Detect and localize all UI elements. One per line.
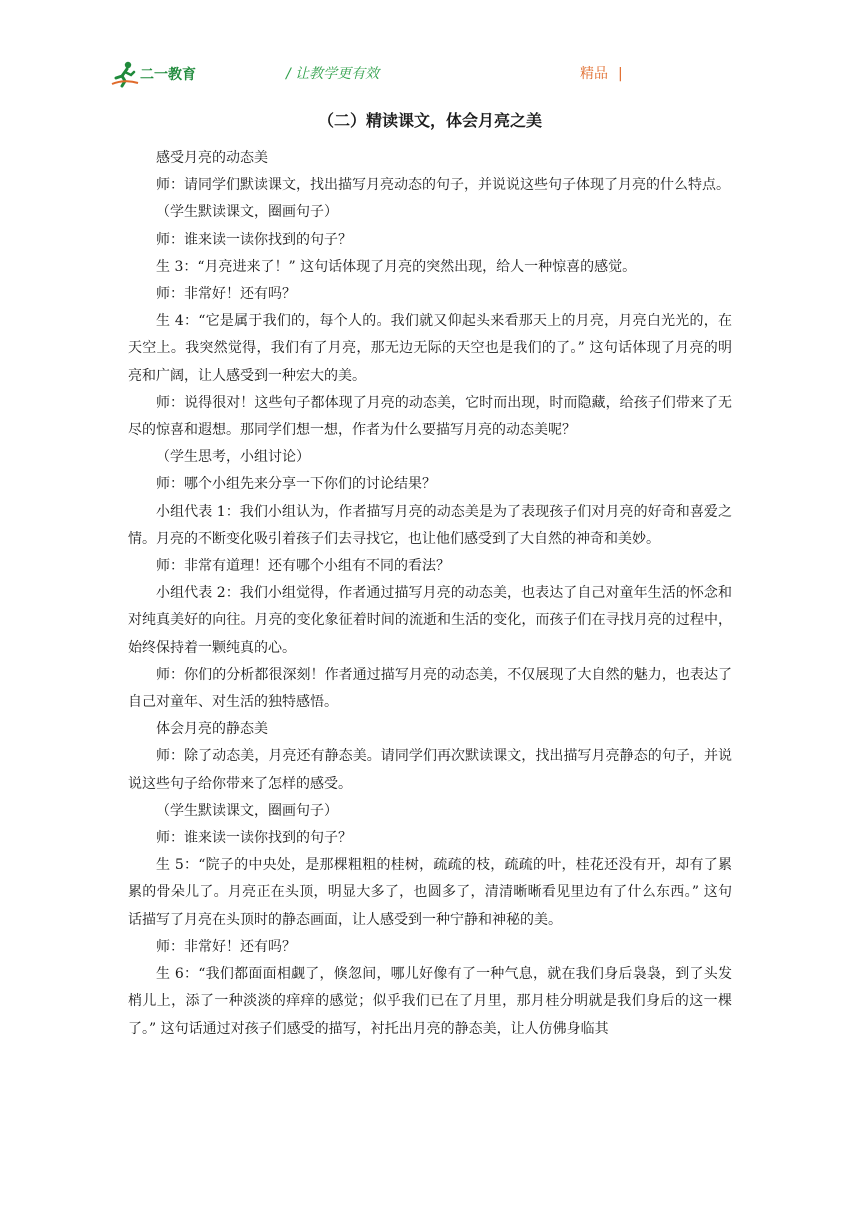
quality-badge [580, 63, 623, 83]
subheading: 感受月亮的动态美 [156, 150, 268, 166]
logo-text: 二一教育 [140, 67, 196, 83]
paragraph: 师：非常好！还有吗？ [156, 938, 296, 955]
paragraph: 师：哪个小组先来分享一下你们的讨论结果？ [156, 476, 436, 493]
paragraph: 小组代表 2：我们小组觉得，作者通过描写月亮的动态美，也表达了自己对童年生活的怀念和对纯真美好的向往。月亮的变化象征着时间的流逝和生活的变化，而孩子们在寻找月亮的过程中，始终保持着一颗纯真的心。 [128, 585, 732, 656]
slogan: / 让教学更有效 [286, 66, 380, 82]
paragraph: 师：非常好！还有吗？ [156, 286, 296, 303]
badge-label: 精品 [580, 66, 608, 82]
paragraph: 师：谁来读一读你找到的句子？ [156, 231, 352, 248]
badge-separator: | [618, 66, 623, 82]
paragraph: 师：非常有道理！还有哪个小组有不同的看法？ [156, 558, 450, 575]
paragraph: 生 3：“月亮进来了！” 这句话体现了月亮的突然出现，给人一种惊喜的感觉。 [156, 258, 637, 275]
logo [110, 60, 210, 90]
paragraph: 师：谁来读一读你找到的句子？ [156, 830, 352, 847]
paragraph: 师：请同学们默读课文，找出描写月亮动态的句子，并说说这些句子体现了月亮的什么特点。 [156, 177, 730, 194]
section-title: （二）精读课文，体会月亮之美 [317, 111, 542, 130]
paragraph: 生 4：“它是属于我们的，每个人的。我们就又仰起头来看那天上的月亮，月亮白光光的，在天空上。我突然觉得，我们有了月亮，那无边无际的天空也是我们的了。” 这句话体现了月亮的明亮和广阔，让人感受到一种宏大的美。 [128, 313, 732, 384]
paragraph: 小组代表 1：我们小组认为，作者描写月亮的动态美是为了表现孩子们对月亮的好奇和喜爱之情。月亮的不断变化吸引着孩子们去寻找它，也让他们感受到了大自然的神奇和美妙。 [128, 503, 732, 547]
paragraph: 生 6：“我们都面面相觑了，倏忽间，哪儿好像有了一种气息，就在我们身后袅袅，到了头发梢儿上，添了一种淡淡的痒痒的感觉；似乎我们已在了月里，那月桂分明就是我们身后的这一棵了。” 这句话通过对孩子们感受的描写，衬托出月亮的静态美，让人仿佛身临其 [128, 966, 732, 1037]
document-body [128, 145, 732, 1043]
paragraph: 师：除了动态美，月亮还有静态美。请同学们再次默读课文，找出描写月亮静态的句子，并说说这些句子给你带来了怎样的感受。 [128, 748, 732, 792]
page-header [0, 0, 860, 100]
runner-logo-icon [110, 60, 140, 88]
paragraph: （学生思考，小组讨论） [156, 449, 310, 466]
paragraph: 生 5：“院子的中央处，是那棵粗粗的桂树，疏疏的枝，疏疏的叶，桂花还没有开，却有了累累的骨朵儿了。月亮正在头顶，明显大多了，也圆多了，清清晰晰看见里边有了什么东西。” 这句话描写了月亮在头顶时的静态画面，让人感受到一种宁静和神秘的美。 [128, 857, 732, 928]
paragraph: 师：说得很对！这些句子都体现了月亮的动态美，它时而出现，时而隐藏，给孩子们带来了无尽的惊喜和遐想。那同学们想一想，作者为什么要描写月亮的动态美呢？ [128, 394, 732, 439]
paragraph: （学生默读课文，圈画句子） [156, 204, 338, 221]
paragraph: （学生默读课文，圈画句子） [156, 802, 338, 819]
subheading: 体会月亮的静态美 [156, 721, 268, 738]
paragraph: 师：你们的分析都很深刻！作者通过描写月亮的动态美，不仅展现了大自然的魅力，也表达了自己对童年、对生活的独特感悟。 [128, 666, 732, 711]
